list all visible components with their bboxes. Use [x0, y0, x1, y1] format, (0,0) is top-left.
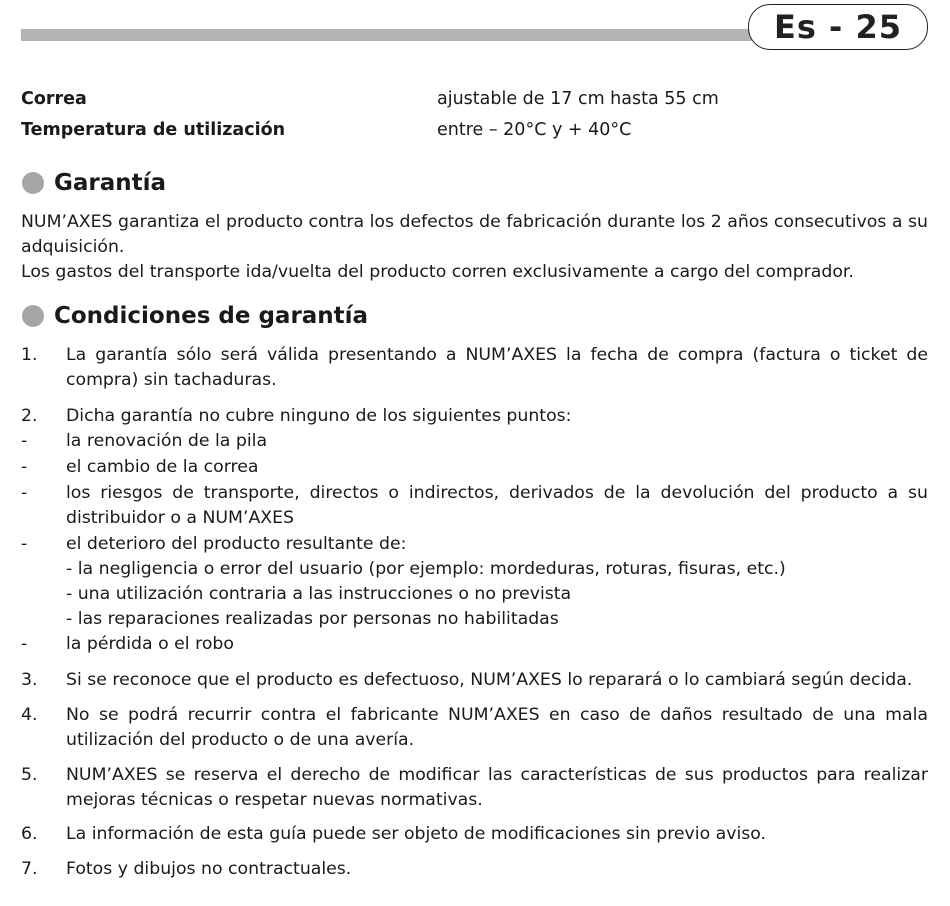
item-number: 3. — [21, 670, 38, 690]
item-number: 2. — [21, 406, 38, 426]
item-text: Dicha garantía no cubre ninguno de los siguientes puntos: — [66, 406, 572, 426]
dash-marker: - — [21, 457, 28, 477]
garantia-text-2: Los gastos del transporte ida/vuelta del producto corren exclusivamente a cargo del comprador. — [21, 262, 854, 282]
dash-marker: - — [21, 634, 28, 654]
garantia-paragraph — [21, 210, 928, 285]
item-number: 1. — [21, 345, 38, 365]
item-text: No se podrá recurrir contra el fabricante NUM’AXES en caso de daños resultado de una mala utilización del producto o de una avería. — [66, 705, 928, 750]
page-number: Es - 25 — [748, 4, 928, 50]
dash-text: la pérdida o el robo — [66, 634, 234, 654]
item-text: La información de esta guía puede ser objeto de modificaciones sin previo aviso. — [66, 824, 767, 844]
item-number: 7. — [21, 859, 38, 879]
item-text: Si se reconoce que el producto es defectuoso, NUM’AXES lo reparará o lo cambiará según decida. — [66, 670, 913, 690]
item-text: NUM’AXES se reserva el derecho de modificar las características de sus productos para realizar mejoras técnicas o respetar nuevas normativas. — [66, 765, 928, 810]
sub-item: - las reparaciones realizadas por personas no habilitadas — [66, 609, 559, 629]
dash-text: el deterioro del producto resultante de: — [66, 534, 407, 554]
spec-label: Correa — [21, 89, 87, 109]
section-title-text: Condiciones de garantía — [54, 303, 369, 329]
section-title-condiciones — [22, 303, 368, 329]
item-number: 5. — [21, 765, 38, 785]
dash-text: la renovación de la pila — [66, 431, 268, 451]
dash-marker: - — [21, 483, 28, 503]
dash-marker: - — [21, 534, 28, 554]
section-title-text: Garantía — [54, 170, 167, 196]
section-title-garantia — [22, 170, 166, 196]
sub-item: - una utilización contraria a las instrucciones o no prevista — [66, 584, 572, 604]
spec-value: ajustable de 17 cm hasta 55 cm — [437, 89, 719, 109]
spec-label: Temperatura de utilización — [21, 120, 286, 140]
header-bar — [21, 29, 761, 41]
garantia-text-1: NUM’AXES garantiza el producto contra los defectos de fabricación durante los 2 años consecutivos a su adquisición. — [21, 212, 928, 257]
dash-text: el cambio de la correa — [66, 457, 259, 477]
dash-text: los riesgos de transporte, directos o indirectos, derivados de la devolución del producto a su distribuidor o a NUM’AXES — [66, 483, 928, 528]
sub-item: - la negligencia o error del usuario (por ejemplo: mordeduras, roturas, fisuras, etc.) — [66, 559, 786, 579]
item-number: 4. — [21, 705, 38, 725]
item-text: La garantía sólo será válida presentando a NUM’AXES la fecha de compra (factura o ticket de compra) sin tachaduras. — [66, 345, 928, 390]
dash-marker: - — [21, 431, 28, 451]
item-text: Fotos y dibujos no contractuales. — [66, 859, 352, 879]
section-bullet-icon — [22, 172, 44, 194]
section-bullet-icon — [22, 305, 44, 327]
item-number: 6. — [21, 824, 38, 844]
spec-value: entre – 20°C y + 40°C — [437, 120, 632, 140]
